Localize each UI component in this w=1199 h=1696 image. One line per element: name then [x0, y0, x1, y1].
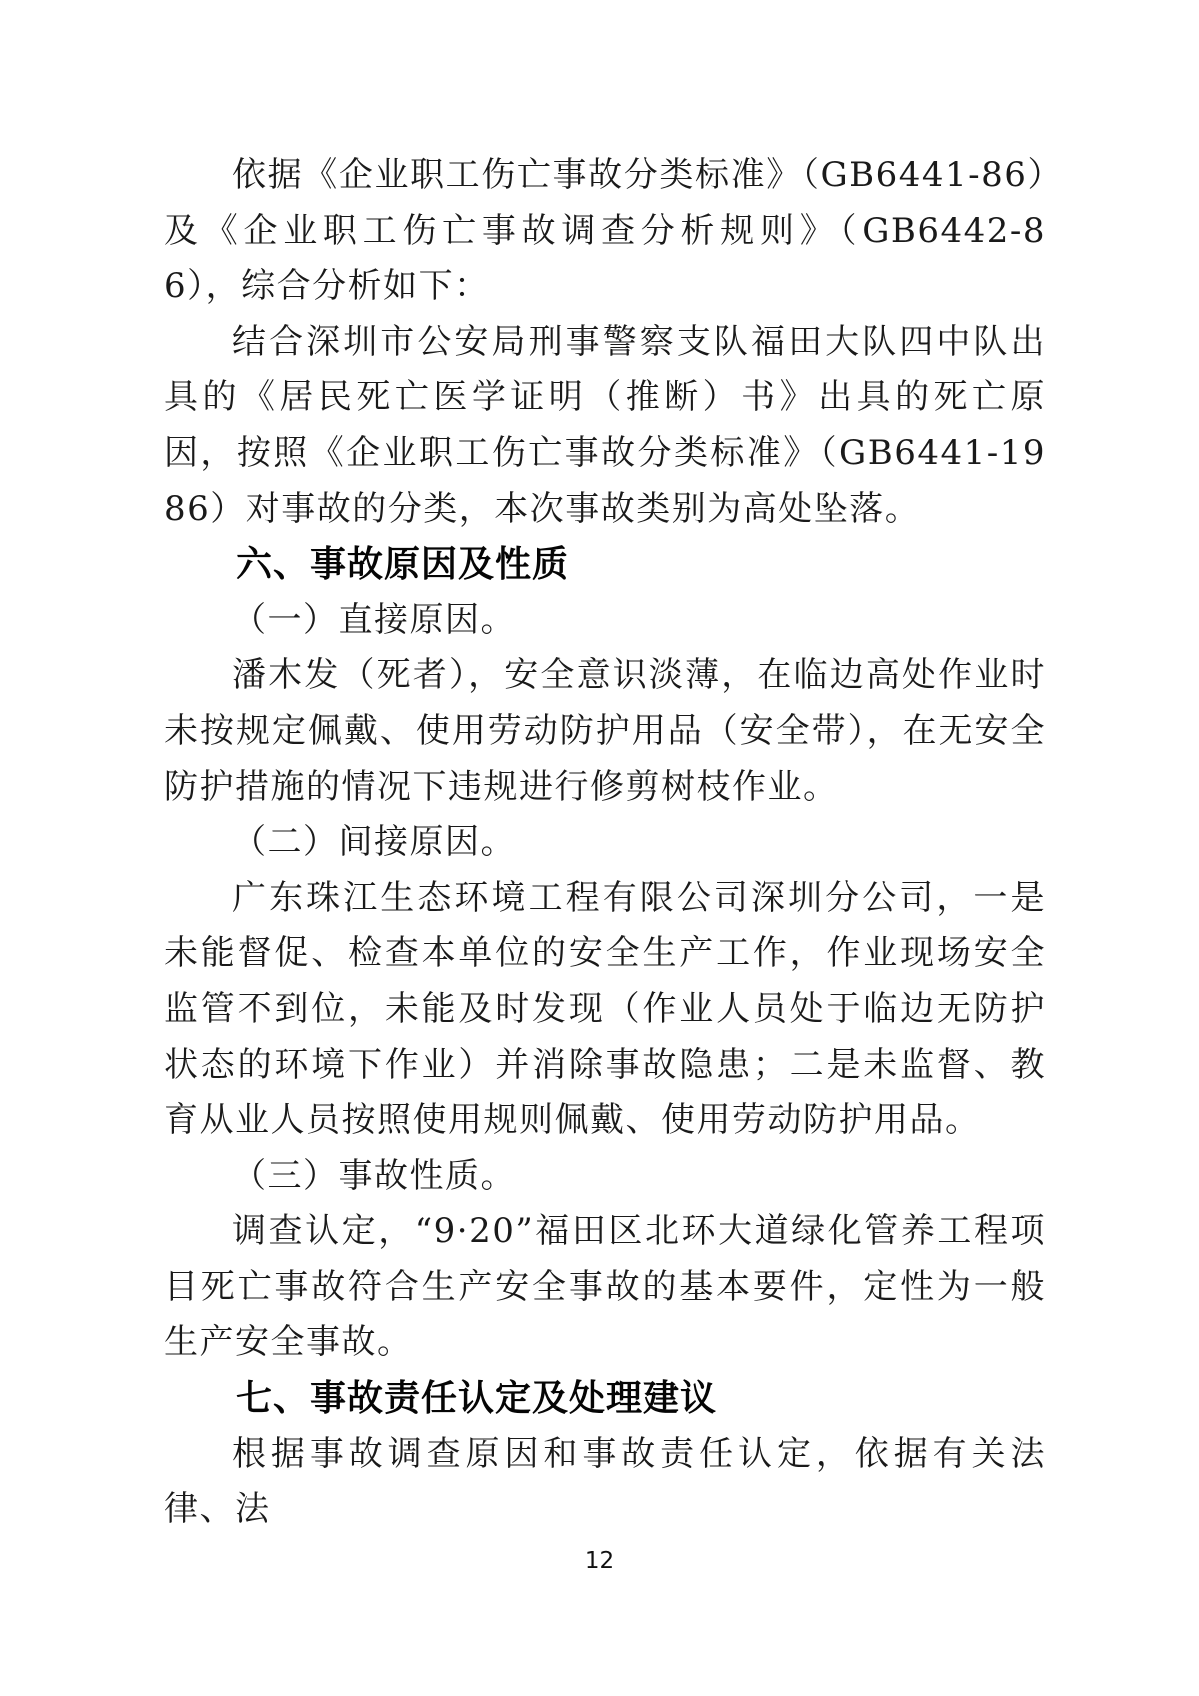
page-number: 12	[584, 1548, 615, 1574]
paragraph-direct-cause-label: （一）直接原因。	[232, 599, 516, 640]
paragraph-accident-nature-label: （三）事故性质。	[232, 1155, 516, 1196]
paragraph-accident-nature: 调查认定，“9·20”福田区北环大道绿化管养工程项目死亡事故符合生产安全事故的基本要件，定性为一般生产安全事故。	[164, 1211, 1046, 1363]
section-heading-6: 六、事故原因及性质	[236, 544, 570, 586]
document-body	[164, 148, 1046, 1538]
paragraph-death-cause-classification: 结合深圳市公安局刑事警察支队福田大队四中队出具的《居民死亡医学证明（推断）书》出具的死亡原因，按照《企业职工伤亡事故分类标准》（GB6441-1986）对事故的分类，本次事故类别为高处坠落。	[164, 321, 1046, 529]
paragraph-indirect-cause: 广东珠江生态环境工程有限公司深圳分公司，一是未能督促、检查本单位的安全生产工作，作业现场安全监管不到位，未能及时发现（作业人员处于临边无防护状态的环境下作业）并消除事故隐患；二是未监督、教育从业人员按照使用规则佩戴、使用劳动防护用品。	[164, 877, 1046, 1141]
paragraph-responsibility-intro: 根据事故调查原因和事故责任认定，依据有关法律、法	[164, 1433, 1046, 1530]
paragraph-indirect-cause-label: （二）间接原因。	[232, 822, 516, 863]
section-heading-7: 七、事故责任认定及处理建议	[236, 1378, 718, 1420]
paragraph-basis-standards: 依据《企业职工伤亡事故分类标准》（GB6441-86）及《企业职工伤亡事故调查分析规则》（GB6442-86），综合分析如下：	[164, 155, 1046, 307]
paragraph-direct-cause: 潘木发（死者），安全意识淡薄，在临边高处作业时未按规定佩戴、使用劳动防护用品（安全带），在无安全防护措施的情况下违规进行修剪树枝作业。	[164, 655, 1046, 807]
